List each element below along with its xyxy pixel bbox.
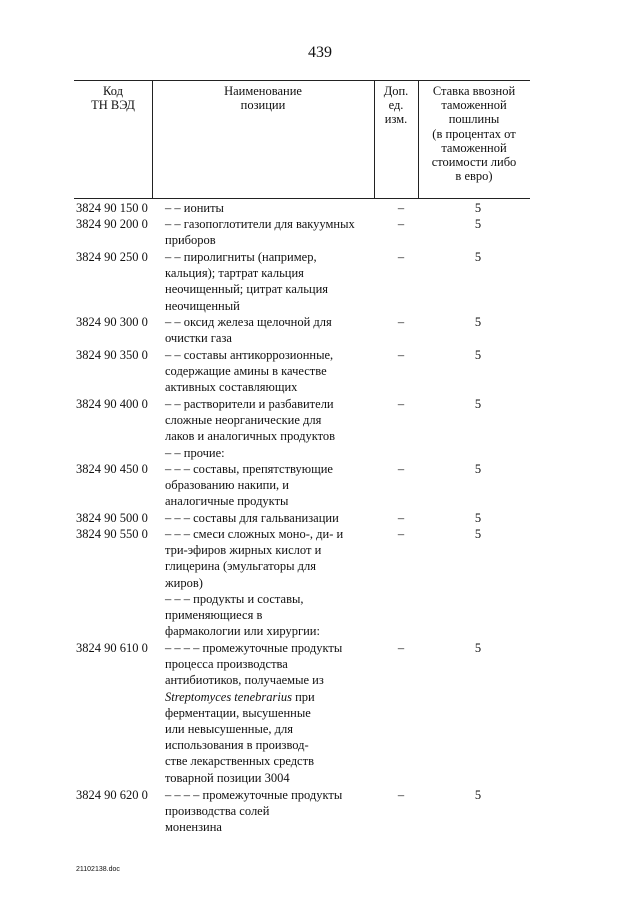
row-code: 3824 90 150 0 <box>76 201 148 215</box>
latin-name: Streptomyces tenebrarius <box>165 689 292 704</box>
table-header-top-rule <box>74 80 530 81</box>
row-name: – – оксид железа щелочной для очистки газа <box>165 315 332 346</box>
row-unit: – <box>397 315 405 329</box>
row-name: – – пиролигниты (например, кальция); тартрат кальция неочищенный; цитрат кальция неочищенный <box>165 250 329 313</box>
row-rate: 5 <box>474 788 482 802</box>
column-header-rate: Ставка ввозной таможенной пошлины (в процентах от таможенной стоимости либо в евро) <box>431 84 517 184</box>
row-name: – – растворители и разбавители сложные неорганические для лаков и аналогичных продуктов <box>165 397 336 444</box>
row-unit: – <box>397 641 405 655</box>
row-unit: – <box>397 397 405 411</box>
row-code: 3824 90 200 0 <box>76 217 148 231</box>
row-unit: – <box>397 201 405 215</box>
row-name: – – – смеси сложных моно-, ди- и три-эфиров жирных кислот и глицерина (эмульгаторы для жиров) <box>165 527 344 590</box>
row-name: – – – продукты и составы, применяющиеся в фармакологии или хирургии: <box>165 592 320 639</box>
column-header-unit: Доп. ед. изм. <box>383 84 409 127</box>
row-rate: 5 <box>474 511 482 525</box>
row-name: – – прочие: <box>165 446 225 460</box>
row-rate: 5 <box>474 217 482 231</box>
row-rate: 5 <box>474 462 482 476</box>
footer-file-name: 21102138.doc <box>76 866 120 873</box>
row-name: – – – – промежуточные продукты процесса производства антибиотиков, получаемые из Streptomyces tenebrarius при ферментации, высушенные или невысушенные, для использования в производ- стве лекарственных средств товарной позиции 3004 <box>165 641 343 785</box>
row-rate: 5 <box>474 201 482 215</box>
row-unit: – <box>397 250 405 264</box>
row-code: 3824 90 620 0 <box>76 788 148 802</box>
row-code: 3824 90 250 0 <box>76 250 148 264</box>
row-code: 3824 90 400 0 <box>76 397 148 411</box>
row-unit: – <box>397 217 405 231</box>
row-rate: 5 <box>474 250 482 264</box>
column-header-code: Код ТН ВЭД <box>91 84 135 113</box>
row-code: 3824 90 350 0 <box>76 348 148 362</box>
row-code: 3824 90 610 0 <box>76 641 148 655</box>
row-name: – – составы антикоррозионные, содержащие амины в качестве активных составляющих <box>165 348 334 395</box>
row-unit: – <box>397 511 405 525</box>
table-header-bottom-rule <box>74 198 530 199</box>
row-rate: 5 <box>474 527 482 541</box>
row-name: – – – составы для гальванизации <box>165 511 339 525</box>
row-unit: – <box>397 527 405 541</box>
row-unit: – <box>397 348 405 362</box>
row-name: – – – составы, препятствующие образованию накипи, и аналогичные продукты <box>165 462 333 509</box>
row-rate: 5 <box>474 315 482 329</box>
row-code: 3824 90 450 0 <box>76 462 148 476</box>
row-code: 3824 90 300 0 <box>76 315 148 329</box>
row-name: – – газопоглотители для вакуумных приборов <box>165 217 355 248</box>
row-name: – – иониты <box>165 201 224 215</box>
row-rate: 5 <box>474 397 482 411</box>
row-code: 3824 90 550 0 <box>76 527 148 541</box>
row-unit: – <box>397 788 405 802</box>
page-number: 439 <box>308 44 332 61</box>
row-rate: 5 <box>474 348 482 362</box>
row-unit: – <box>397 462 405 476</box>
row-rate: 5 <box>474 641 482 655</box>
row-name: – – – – промежуточные продукты производства солей монензина <box>165 788 343 835</box>
row-code: 3824 90 500 0 <box>76 511 148 525</box>
column-header-name: Наименование позиции <box>224 84 302 113</box>
